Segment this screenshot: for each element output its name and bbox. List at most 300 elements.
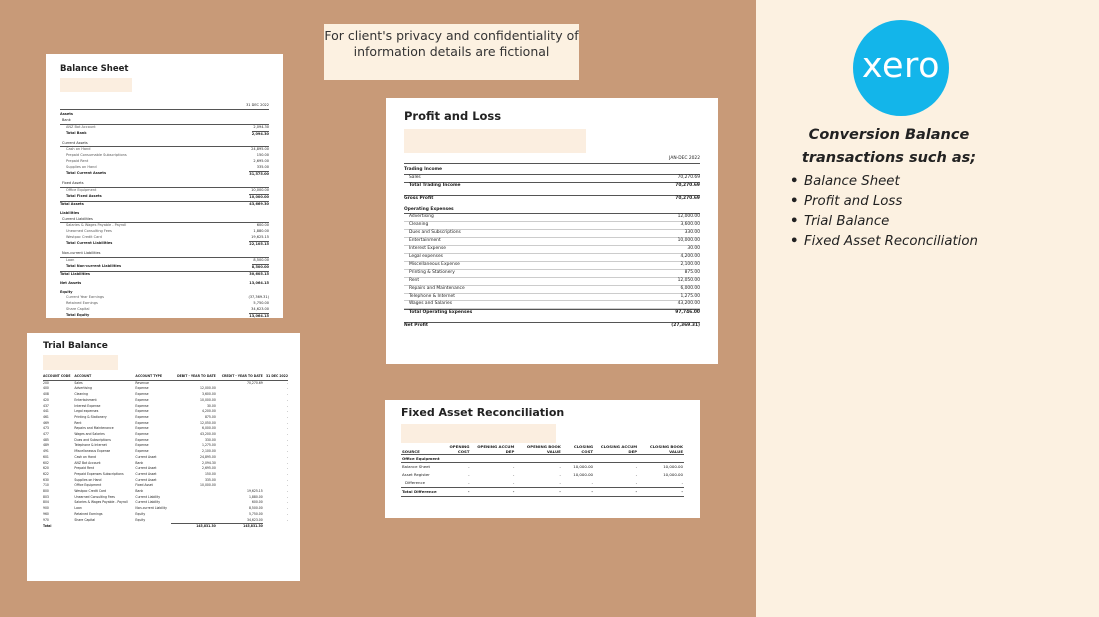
balance-sheet-row-label: Total Bank	[66, 130, 87, 135]
fixed-asset-cell: -	[512, 472, 515, 478]
trial-balance-cell: 710	[43, 483, 49, 488]
trial-balance-cell: Interest Expense	[74, 403, 101, 408]
expense-label: Printing & Stationery	[409, 269, 455, 275]
balance-sheet-row-value: 13,064.15	[249, 280, 269, 285]
total-operating-expenses-label: Total Operating Expenses	[409, 310, 473, 316]
fixed-asset-table	[401, 445, 684, 497]
trial-balance-cell: -	[286, 420, 288, 425]
fixed-asset-group-row	[401, 455, 684, 463]
expense-value: 12,000.00	[677, 214, 700, 220]
total-trading-income-label: Total Trading Income	[409, 182, 461, 188]
trial-balance-body	[43, 380, 288, 524]
fixed-asset-cell: -	[468, 464, 470, 470]
balance-sheet-row	[60, 118, 269, 125]
trial-balance-cell: Legal expenses	[74, 409, 99, 414]
trial-balance-cell: -	[286, 506, 288, 511]
trial-balance-cell: 477	[43, 432, 49, 437]
balance-sheet-row-label: Liabilities	[60, 210, 80, 215]
trial-balance-cell: Bank	[135, 489, 144, 494]
trial-balance-cell: Expense	[135, 437, 149, 442]
fixed-asset-cell: -	[591, 480, 594, 486]
fixed-asset-cell: -	[512, 480, 515, 486]
fixed-asset-cell: -	[635, 472, 638, 478]
balance-sheet-row-label: Total Current Assets	[66, 171, 107, 176]
trial-balance-cell: 875.00	[204, 414, 216, 419]
trial-balance-cell: Prepaid Expenses Subscriptions	[74, 471, 124, 476]
trial-balance-cell: 3,600.00	[202, 392, 216, 397]
fixed-asset-header-cell: CLOSING BOOK VALUE	[638, 445, 684, 455]
xero-logo: xero	[853, 20, 949, 116]
fixed-asset-header-row	[401, 445, 684, 455]
balance-sheet-row-value: 24,895.00	[251, 147, 269, 152]
expense-row	[404, 278, 700, 286]
trial-balance-cell: 441	[43, 409, 49, 414]
conversion-item: • Trial Balance	[790, 212, 978, 232]
trial-balance-cell: 420	[43, 397, 49, 402]
trial-balance-cell: Printing & Stationery	[74, 414, 107, 419]
trial-balance-cell: Repairs and Maintenance	[74, 426, 114, 431]
trial-balance-header-cell: CREDIT - YEAR TO DATE	[216, 374, 263, 380]
expense-label: Wages and Salaries	[409, 301, 452, 307]
balance-sheet-row-label: Net Assets	[60, 280, 82, 285]
trial-balance-cell: Telephone & Internet	[74, 443, 107, 448]
balance-sheet-row-label: Cash on Hand	[66, 147, 91, 152]
fixed-asset-cell: Asset Register	[402, 472, 430, 478]
gross-profit-value: 70,270.69	[675, 195, 700, 201]
fixed-asset-total-cell: -	[562, 488, 594, 497]
trial-balance-cell: Expense	[135, 414, 149, 419]
trading-income-heading: Trading Income	[404, 167, 700, 175]
fixed-asset-cell: -	[468, 480, 470, 486]
trial-balance-cell: -	[286, 483, 288, 488]
trial-balance-cell: -	[286, 489, 288, 494]
trial-balance-redacted-header	[43, 355, 118, 370]
balance-sheet-document	[46, 54, 283, 318]
fixed-asset-total-cell: Total Difference	[401, 488, 438, 497]
fixed-asset-cell: -	[559, 464, 561, 470]
trial-balance-cell: -	[286, 471, 288, 476]
trial-balance-cell: 489	[43, 443, 49, 448]
trial-balance-cell: -	[286, 386, 288, 391]
trial-balance-cell: 970	[43, 517, 49, 522]
balance-sheet-row-value: 2,094.30	[253, 124, 269, 129]
balance-sheet-row-value: 2,695.00	[253, 159, 269, 164]
trial-balance-cell: -	[286, 449, 288, 454]
fixed-asset-total-cell: -	[470, 488, 515, 497]
trial-balance-cell: 2,094.30	[202, 460, 216, 465]
trial-balance-cell: 602	[43, 460, 49, 465]
trial-balance-cell: -	[286, 443, 288, 448]
balance-sheet-row-label: Office Equipment	[66, 187, 97, 192]
trial-balance-cell: Prepaid Rent	[74, 466, 95, 471]
trial-balance-header-cell: ACCOUNT	[74, 374, 135, 380]
expense-label: Advertising	[409, 214, 434, 220]
trial-balance-cell: 803	[43, 494, 49, 499]
balance-sheet-row-label: Current Assets	[62, 140, 88, 145]
balance-sheet-row	[60, 264, 269, 271]
expense-row	[404, 246, 700, 254]
balance-sheet-row-value: 2,094.30	[251, 131, 269, 136]
trial-balance-cell: 6,000.00	[202, 426, 216, 431]
expense-row	[404, 301, 700, 309]
fixed-asset-cell: 10,000.00	[573, 472, 594, 478]
fixed-asset-cell: -	[512, 464, 515, 470]
net-profit-value: (27,369.31)	[671, 323, 700, 329]
trial-balance-cell: Salaries & Wages Payable - Payroll	[74, 500, 128, 505]
balance-sheet-row-value: 8,500.00	[253, 257, 269, 262]
balance-sheet-row-label: Equity	[60, 289, 73, 294]
trial-balance-total-label: Total	[43, 524, 52, 529]
fixed-asset-cell: 10,000.00	[663, 464, 683, 470]
trial-balance-cell: Current Liability	[135, 500, 161, 505]
gross-profit-label: Gross Profit	[404, 195, 434, 201]
trial-balance-cell: Cash on Hand	[74, 454, 97, 459]
fixed-asset-redacted-header	[401, 424, 556, 443]
balance-sheet-row	[60, 171, 269, 178]
trial-balance-title: Trial Balance	[43, 341, 108, 351]
balance-sheet-row-label: Total Current Liabilities	[66, 241, 113, 246]
balance-sheet-row-value: 1,880.00	[253, 229, 269, 234]
trial-balance-cell: Rent	[74, 420, 82, 425]
trial-balance-cell: -	[286, 380, 288, 385]
trial-balance-cell: 12,000.00	[200, 386, 216, 391]
trial-balance-header-cell: 31 DEC 2022	[263, 374, 288, 380]
trial-balance-cell: Sales	[74, 380, 83, 385]
trial-balance-cell: Supplies on Hand	[74, 477, 102, 482]
balance-sheet-row-label: Prepaid Rent	[66, 159, 89, 164]
trial-balance-cell: 150.00	[204, 471, 216, 476]
expense-label: Legal expenses	[409, 253, 443, 259]
balance-sheet-row-value: 19,625.15	[251, 235, 269, 240]
trial-balance-cell: Retained Earnings	[74, 511, 103, 516]
trial-balance-cell: 10,000.00	[200, 397, 216, 402]
trial-balance-cell: ANZ Bot Account	[74, 460, 101, 465]
trial-balance-cell: Dues and Subscriptions	[74, 437, 111, 442]
trial-balance-cell: -	[286, 494, 288, 499]
fixed-asset-total-cell: -	[438, 488, 471, 497]
balance-sheet-row-value: 43,669.30	[249, 201, 269, 206]
balance-sheet-row	[60, 241, 269, 248]
trial-balance-cell: -	[286, 432, 288, 437]
trial-balance-cell: 19,625.15	[247, 489, 263, 494]
profit-loss-title: Profit and Loss	[404, 109, 502, 123]
expense-row	[404, 270, 700, 278]
balance-sheet-row	[60, 181, 269, 188]
trial-balance-cell: Westpac Credit Card	[74, 489, 107, 494]
profit-loss-document	[386, 98, 718, 364]
balance-sheet-row	[60, 141, 269, 148]
net-profit-row	[404, 322, 700, 330]
fixed-asset-row	[401, 463, 684, 472]
fixed-asset-cell: -	[559, 472, 561, 478]
balance-sheet-row-label: Assets	[60, 111, 74, 116]
expense-label: Rent	[409, 277, 420, 283]
balance-sheet-row-label: Salaries & Wages Payable - Payroll	[66, 223, 127, 228]
trial-balance-cell: Share Capital	[74, 517, 96, 522]
conversion-list	[790, 172, 978, 252]
balance-sheet-row-value: 5,750.00	[253, 301, 269, 306]
expense-row	[404, 230, 700, 238]
trial-balance-cell: Current Asset	[135, 471, 157, 476]
fixed-asset-document	[385, 400, 700, 518]
balance-sheet-row	[60, 251, 269, 258]
expense-value: 6,000.00	[680, 285, 700, 291]
trial-balance-cell: 335.00	[204, 477, 216, 482]
trial-balance-cell: -	[286, 397, 288, 402]
trial-balance-table	[43, 374, 288, 530]
balance-sheet-row-label: Unearned Consulting Fees	[66, 229, 112, 234]
fixed-asset-cell: 10,000.00	[663, 472, 683, 478]
balance-sheet-title: Balance Sheet	[60, 64, 129, 74]
balance-sheet-row-label: Current Year Earnings	[66, 295, 104, 300]
net-profit-label: Net Profit	[404, 323, 429, 329]
trial-balance-cell: Loan	[74, 506, 82, 511]
expense-value: 4,200.00	[680, 253, 700, 259]
fixed-asset-cell: -	[635, 480, 638, 486]
expense-row	[404, 262, 700, 270]
trial-balance-cell: 491	[43, 449, 49, 454]
trial-balance-cell: 34,623.00	[247, 517, 263, 522]
conversion-title: Conversion Balance transactions such as;	[801, 127, 977, 166]
expense-value: 30.00	[687, 246, 700, 252]
trial-balance-cell: Expense	[135, 392, 149, 397]
expense-value: 12,050.00	[677, 277, 700, 283]
balance-sheet-row-label: Current Liabilities	[62, 216, 93, 221]
trial-balance-cell: Expense	[135, 443, 149, 448]
balance-sheet-row-label: ANZ Bot Account	[66, 124, 96, 129]
trial-balance-cell: -	[286, 477, 288, 482]
trial-balance-cell: Fixed Asset	[135, 483, 153, 488]
trial-balance-header-cell: ACCOUNT TYPE	[135, 374, 171, 380]
expense-label: Telephone & Internet	[409, 293, 455, 299]
balance-sheet-row-value: 10,000.00	[251, 187, 269, 192]
trial-balance-cell: -	[286, 511, 288, 516]
balance-sheet-row-value: 10,000.00	[249, 194, 269, 199]
trial-balance-cell: 5,750.00	[248, 511, 263, 516]
fixed-asset-cell: -	[681, 480, 683, 486]
trial-balance-cell: 473	[43, 426, 49, 431]
expense-label: Dues and Subscriptions	[409, 230, 461, 236]
trial-balance-cell: -	[286, 414, 288, 419]
trial-balance-cell: Expense	[135, 432, 149, 437]
conversion-item: • Balance Sheet	[790, 172, 978, 192]
trial-balance-cell: 600.00	[251, 500, 263, 505]
trial-balance-total-debit: 145,831.30	[171, 524, 215, 530]
trial-balance-cell: -	[286, 500, 288, 505]
trial-balance-cell: 408	[43, 392, 49, 397]
expense-label: Repairs and Maintenance	[409, 285, 465, 291]
trial-balance-cell: 24,895.00	[200, 454, 216, 459]
gross-profit-row	[404, 195, 700, 203]
balance-sheet-row-label: Retained Earnings	[66, 301, 98, 306]
trial-balance-cell: Expense	[135, 397, 149, 402]
trial-balance-header-cell: DEBIT - YEAR TO DATE	[171, 374, 215, 380]
balance-sheet-row	[60, 131, 269, 138]
trial-balance-cell: Expense	[135, 426, 149, 431]
expense-value: 3,600.00	[680, 222, 700, 228]
expense-row	[404, 254, 700, 262]
total-operating-expenses-row	[404, 309, 700, 317]
balance-sheet-row	[60, 201, 269, 208]
fixed-asset-body	[401, 455, 684, 488]
expense-value: 330.00	[684, 230, 700, 236]
trial-balance-cell: Current Asset	[135, 477, 157, 482]
trial-balance-cell: 330.00	[204, 437, 216, 442]
trial-balance-document	[27, 333, 300, 581]
balance-sheet-row-value: 600.00	[256, 223, 269, 228]
fixed-asset-total-row	[401, 488, 684, 497]
fixed-asset-row	[401, 479, 684, 488]
conversion-item: • Profit and Loss	[790, 192, 978, 212]
trial-balance-cell: Expense	[135, 386, 149, 391]
trial-balance-cell: Miscellaneous Expense	[74, 449, 111, 454]
operating-expenses-heading: Operating Expenses	[404, 207, 700, 215]
trial-balance-cell: Wages and Salaries	[74, 432, 105, 437]
trial-balance-cell: -	[286, 409, 288, 414]
balance-sheet-row-label: Total Equity	[66, 313, 90, 318]
trial-balance-cell: -	[286, 426, 288, 431]
trial-balance-cell: Expense	[135, 420, 149, 425]
sales-value: 70,270.69	[677, 174, 700, 180]
trial-balance-cell: Current Liability	[135, 494, 161, 499]
balance-sheet-row-label: Share Capital	[66, 307, 90, 312]
trial-balance-cell: -	[286, 454, 288, 459]
fixed-asset-cell: -	[468, 472, 470, 478]
total-trading-income-value: 70,270.69	[675, 182, 700, 188]
balance-sheet-row-label: Westpac Credit Card	[66, 235, 102, 240]
expense-row	[404, 286, 700, 294]
balance-sheet-row-label: Total Fixed Assets	[66, 193, 102, 198]
trial-balance-cell: Expense	[135, 403, 149, 408]
trial-balance-cell: -	[286, 392, 288, 397]
trial-balance-header-cell: ACCOUNT CODE	[43, 374, 74, 380]
total-operating-expenses-value: 97,746.00	[675, 310, 700, 316]
balance-sheet-row-label: Total Assets	[60, 201, 84, 206]
balance-sheet-date: 31 DEC 2022	[60, 103, 269, 110]
trial-balance-total-row	[43, 524, 288, 530]
trial-balance-cell: -	[286, 460, 288, 465]
trial-balance-cell: 469	[43, 420, 49, 425]
trial-balance-cell: 437	[43, 403, 49, 408]
privacy-note: For client's privacy and confidentiality of information details are fictional	[324, 24, 579, 80]
trial-balance-cell: -	[286, 517, 288, 522]
trial-balance-cell: 620	[43, 466, 49, 471]
balance-sheet-row-value: 34,623.00	[251, 307, 269, 312]
fixed-asset-total-cell: -	[638, 488, 684, 497]
balance-sheet-row-value: 150.00	[256, 153, 269, 158]
balance-sheet-row-value: 13,064.15	[249, 313, 269, 318]
balance-sheet-row-label: Supplies on Hand	[66, 165, 97, 170]
balance-sheet-row	[60, 217, 269, 224]
fixed-asset-cell: -	[559, 480, 561, 486]
profit-loss-period: JAN-DEC 2022	[404, 156, 700, 164]
trial-balance-cell: Entertainment	[74, 397, 97, 402]
fixed-asset-header-cell: OPENING ACCUM DEP	[470, 445, 515, 455]
trial-balance-cell: Non-current Liability	[135, 506, 167, 511]
balance-sheet-row	[60, 194, 269, 201]
trial-balance-cell: 1,880.00	[248, 494, 263, 499]
trial-balance-cell: Bank	[135, 460, 144, 465]
trial-balance-cell: Expense	[135, 409, 149, 414]
balance-sheet-row-value: 22,105.15	[249, 242, 269, 247]
sales-row	[404, 175, 700, 182]
total-trading-income-row	[404, 182, 700, 190]
operating-expenses-list	[404, 214, 700, 309]
trial-balance-cell: 622	[43, 471, 49, 476]
trial-balance-cell: Unearned Consulting Fees	[74, 494, 115, 499]
expense-row	[404, 238, 700, 246]
fixed-asset-total-cell: -	[515, 488, 562, 497]
expense-value: 10,000.00	[677, 238, 700, 244]
trial-balance-cell: Advertising	[74, 386, 92, 391]
balance-sheet-row-label: Total Liabilities	[60, 271, 91, 276]
trial-balance-cell: Expense	[135, 449, 149, 454]
trial-balance-cell: -	[286, 403, 288, 408]
fixed-asset-total-cell: -	[594, 488, 638, 497]
trial-balance-cell: 630	[43, 477, 49, 482]
fixed-asset-cell: -	[635, 464, 638, 470]
trial-balance-cell: 2,695.00	[202, 466, 216, 471]
trial-balance-cell: Current Asset	[135, 454, 157, 459]
fixed-asset-cell: Difference	[405, 480, 426, 486]
trial-balance-cell: 200	[43, 380, 49, 385]
trial-balance-cell: 70,270.69	[247, 380, 263, 385]
expense-label: Miscellaneous Expense	[409, 261, 460, 267]
sales-label: Sales	[409, 174, 421, 180]
balance-sheet-row-value: 8,500.00	[251, 264, 269, 269]
balance-sheet-row-label: Prepaid Consumable Subscriptions	[66, 153, 127, 158]
balance-sheet-row-label: Non-current Liabilities	[62, 251, 101, 256]
fixed-asset-row	[401, 471, 684, 479]
balance-sheet-row-value: (37,369.31)	[248, 295, 269, 300]
balance-sheet-row-value: 31,575.00	[249, 172, 269, 177]
trial-balance-total-credit: 145,831.30	[216, 524, 263, 530]
trial-balance-cell: Equity	[135, 511, 146, 516]
balance-sheet-row-value: 30,605.15	[249, 271, 269, 276]
expense-label: Interest Expense	[409, 246, 446, 252]
fixed-asset-header-cell: CLOSING COST	[562, 445, 594, 455]
balance-sheet-row-label: Fixed Assets	[62, 180, 84, 185]
trial-balance-cell: -	[286, 466, 288, 471]
trial-balance-cell: 12,050.00	[200, 420, 216, 425]
balance-sheet-row-label: Total Non-current Liabilities	[66, 263, 122, 268]
balance-sheet-rows	[60, 112, 269, 318]
profit-loss-redacted-header	[404, 129, 586, 153]
trial-balance-cell: Equity	[135, 517, 146, 522]
expense-value: 43,200.00	[677, 301, 700, 307]
trial-balance-cell: 485	[43, 437, 49, 442]
trial-balance-cell: 960	[43, 511, 49, 516]
expense-row	[404, 214, 700, 222]
balance-sheet-row-value: 335.00	[256, 165, 269, 170]
fixed-asset-title: Fixed Asset Reconciliation	[401, 406, 565, 419]
trial-balance-cell: 400	[43, 386, 49, 391]
balance-sheet-row-label: Bank	[62, 117, 71, 122]
trial-balance-cell: 10,000.00	[200, 483, 216, 488]
trial-balance-cell: 1,275.00	[202, 443, 216, 448]
trial-balance-cell: 8,500.00	[248, 506, 263, 511]
fixed-asset-header-cell: CLOSING ACCUM DEP	[594, 445, 638, 455]
fixed-asset-cell: 10,000.00	[573, 464, 594, 470]
trial-balance-cell: Office Equipment	[74, 483, 102, 488]
expense-value: 875.00	[684, 269, 700, 275]
trial-balance-cell: 461	[43, 414, 49, 419]
fixed-asset-header-cell: OPENING BOOK VALUE	[515, 445, 562, 455]
expense-value: 2,100.00	[680, 261, 700, 267]
balance-sheet-row-label: Loan	[66, 257, 75, 262]
trial-balance-cell: Revenue	[135, 380, 149, 385]
trial-balance-cell: Current Asset	[135, 466, 157, 471]
